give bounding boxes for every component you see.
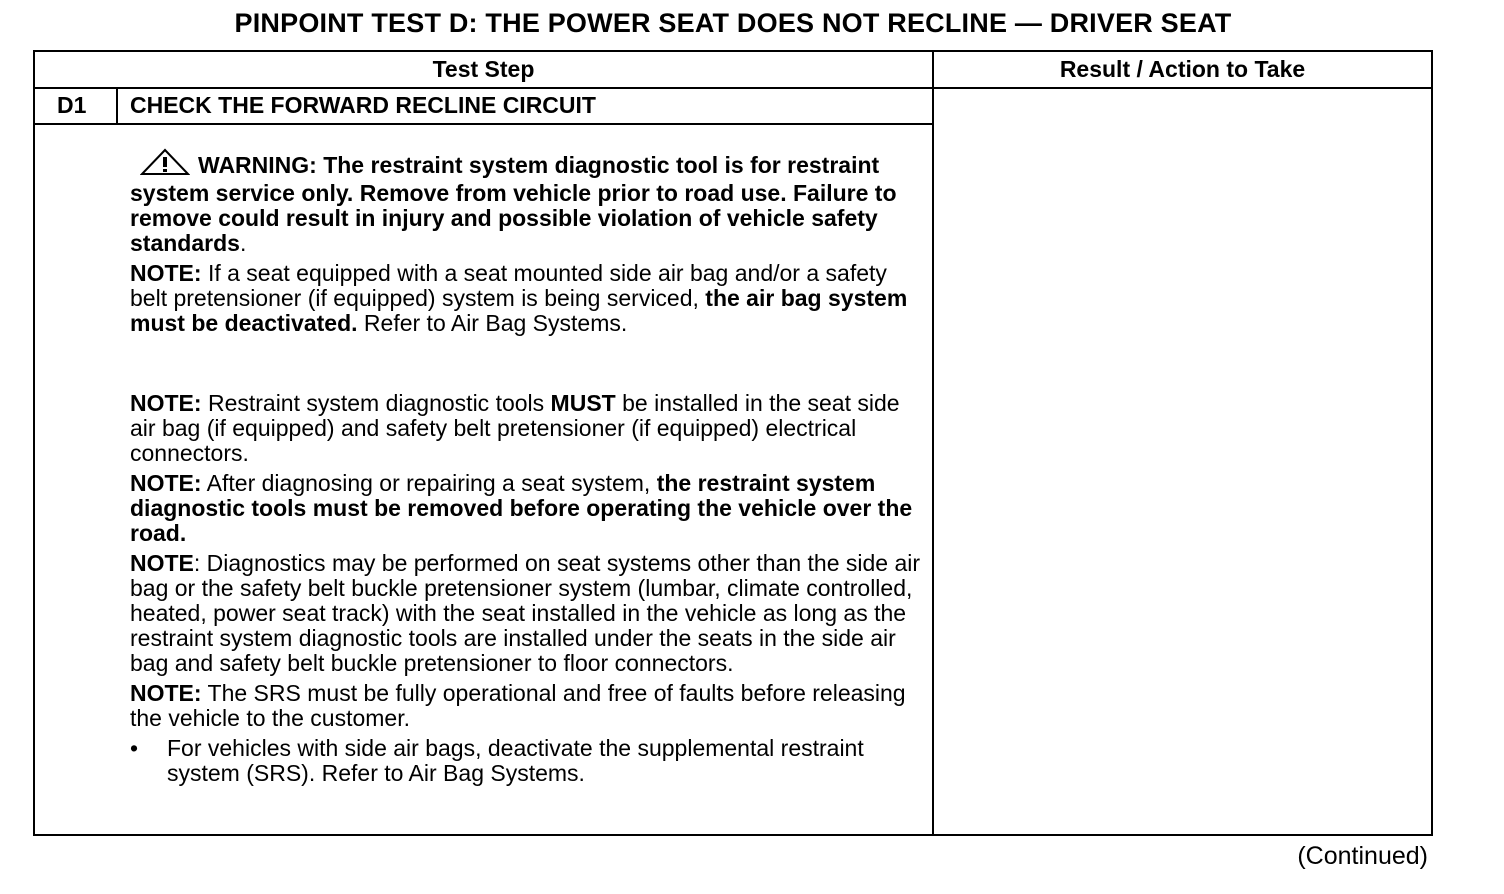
note-text: : Diagnostics may be performed on seat systems other than the side air bag or the safety belt buckle pretensioner system (lumbar, climate controlled, heated, power seat track) with the seat installed in the vehicle as long as the restraint system diagnostic tools are installed under the seats in the side air bag and safety belt buckle pretensioner to floor connectors.: [130, 550, 921, 676]
note-label: NOTE:: [130, 260, 202, 286]
note-label: NOTE:: [130, 390, 202, 416]
spacer: [130, 341, 930, 391]
step-id: D1: [57, 92, 87, 118]
note-text: The SRS must be fully operational and free of faults before releasing the vehicle to the customer.: [130, 680, 906, 731]
note-text: Restraint system diagnostic tools: [201, 390, 551, 416]
header-result: Result / Action to Take: [1059, 56, 1306, 82]
header-test-step: Test Step: [432, 56, 535, 82]
note-text: After diagnosing or repairing a seat system,: [201, 470, 657, 496]
note-tools-installed: [130, 391, 930, 466]
warning-triangle-icon: [140, 148, 190, 181]
step-instructions: [130, 140, 930, 786]
note-srs-operational: [130, 681, 930, 731]
warning-paragraph: [130, 148, 930, 256]
step-heading: CHECK THE FORWARD RECLINE CIRCUIT: [130, 92, 596, 118]
note-tools-removed: [130, 471, 930, 546]
warning-end: .: [239, 230, 247, 256]
note-bold: the air bag system must be deactivated.: [130, 285, 908, 336]
column-divider: [932, 52, 934, 834]
note-label: NOTE:: [130, 470, 202, 496]
continued-label: (Continued): [1297, 842, 1428, 870]
bullet-text: For vehicles with side air bags, deactivate the supplemental restraint system (SRS). Refer to Air Bag Systems.: [167, 735, 864, 786]
note-diagnostics: [130, 551, 930, 676]
note-text: If a seat equipped with a seat mounted side air bag and/or a safety belt pretensioner (if equipped) system is being serviced,: [130, 260, 887, 311]
note-deactivate: [130, 261, 930, 336]
note-label: NOTE:: [130, 680, 202, 706]
page-title: PINPOINT TEST D: THE POWER SEAT DOES NOT RECLINE — DRIVER SEAT: [234, 8, 1232, 38]
step-id-divider: [116, 88, 118, 124]
note-label: NOTE: [130, 550, 194, 576]
header-divider: [35, 87, 1431, 89]
note-bold: MUST: [550, 390, 616, 416]
bullet-mark: •: [130, 735, 139, 761]
note-tail: Refer to Air Bag Systems.: [357, 310, 628, 336]
warning-text: WARNING: The restraint system diagnostic tool is for restraint system service only. Remove from vehicle prior to road use. Failure to remove could result in injury and possible violation of vehicle safety standards: [130, 152, 897, 256]
step-row-divider: [35, 123, 933, 125]
pinpoint-test-table: [33, 50, 1433, 836]
bullet-item: [130, 736, 930, 786]
note-bold: the restraint system diagnostic tools must be removed before operating the vehicle over the road.: [130, 470, 913, 546]
note-tail: be installed in the seat side air bag (if equipped) and safety belt pretensioner (if equipped) electrical connectors.: [130, 390, 900, 466]
